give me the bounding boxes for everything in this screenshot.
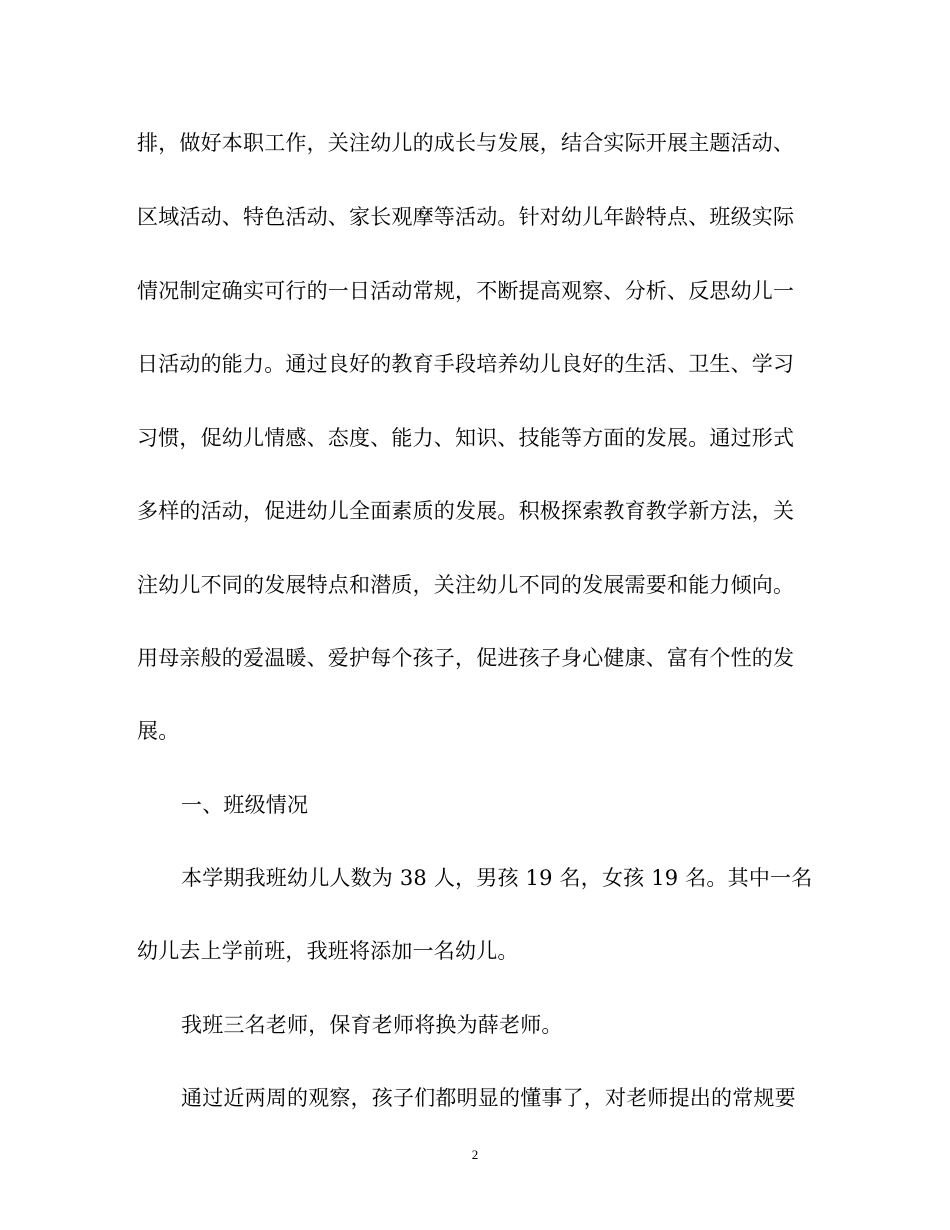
body-text-line: 排，做好本职工作，关注幼儿的成长与发展，结合实际开展主题活动、 bbox=[137, 131, 795, 155]
body-text-line: 情况制定确实可行的一日活动常规，不断提高观察、分析、反思幼儿一 bbox=[137, 279, 795, 303]
section-heading: 一、班级情况 bbox=[181, 793, 309, 817]
body-text-line: 幼儿去上学前班，我班将添加一名幼儿。 bbox=[137, 939, 519, 963]
body-text-line: 用母亲般的爱温暖、爱护每个孩子，促进孩子身心健康、富有个性的发 bbox=[137, 646, 795, 670]
body-text-line: 习惯，促幼儿情感、态度、能力、知识、技能等方面的发展。通过形式 bbox=[137, 426, 795, 450]
body-text-line: 日活动的能力。通过良好的教育手段培养幼儿良好的生活、卫生、学习 bbox=[137, 352, 795, 376]
body-text-line: 通过近两周的观察，孩子们都明显的懂事了，对老师提出的常规要 bbox=[181, 1086, 796, 1110]
body-text-line: 本学期我班幼儿人数为 38 人，男孩 19 名，女孩 19 名。其中一名 bbox=[181, 866, 813, 890]
body-text-line: 区域活动、特色活动、家长观摩等活动。针对幼儿年龄特点、班级实际 bbox=[137, 205, 795, 229]
body-text-line: 注幼儿不同的发展特点和潜质，关注幼儿不同的发展需要和能力倾向。 bbox=[137, 573, 795, 597]
body-text-line: 我班三名老师，保育老师将换为薛老师。 bbox=[181, 1013, 563, 1037]
page-number: 2 bbox=[471, 1147, 479, 1162]
body-text-line: 多样的活动，促进幼儿全面素质的发展。积极探索教育教学新方法，关 bbox=[137, 499, 795, 523]
body-text-line: 展。 bbox=[137, 719, 180, 743]
